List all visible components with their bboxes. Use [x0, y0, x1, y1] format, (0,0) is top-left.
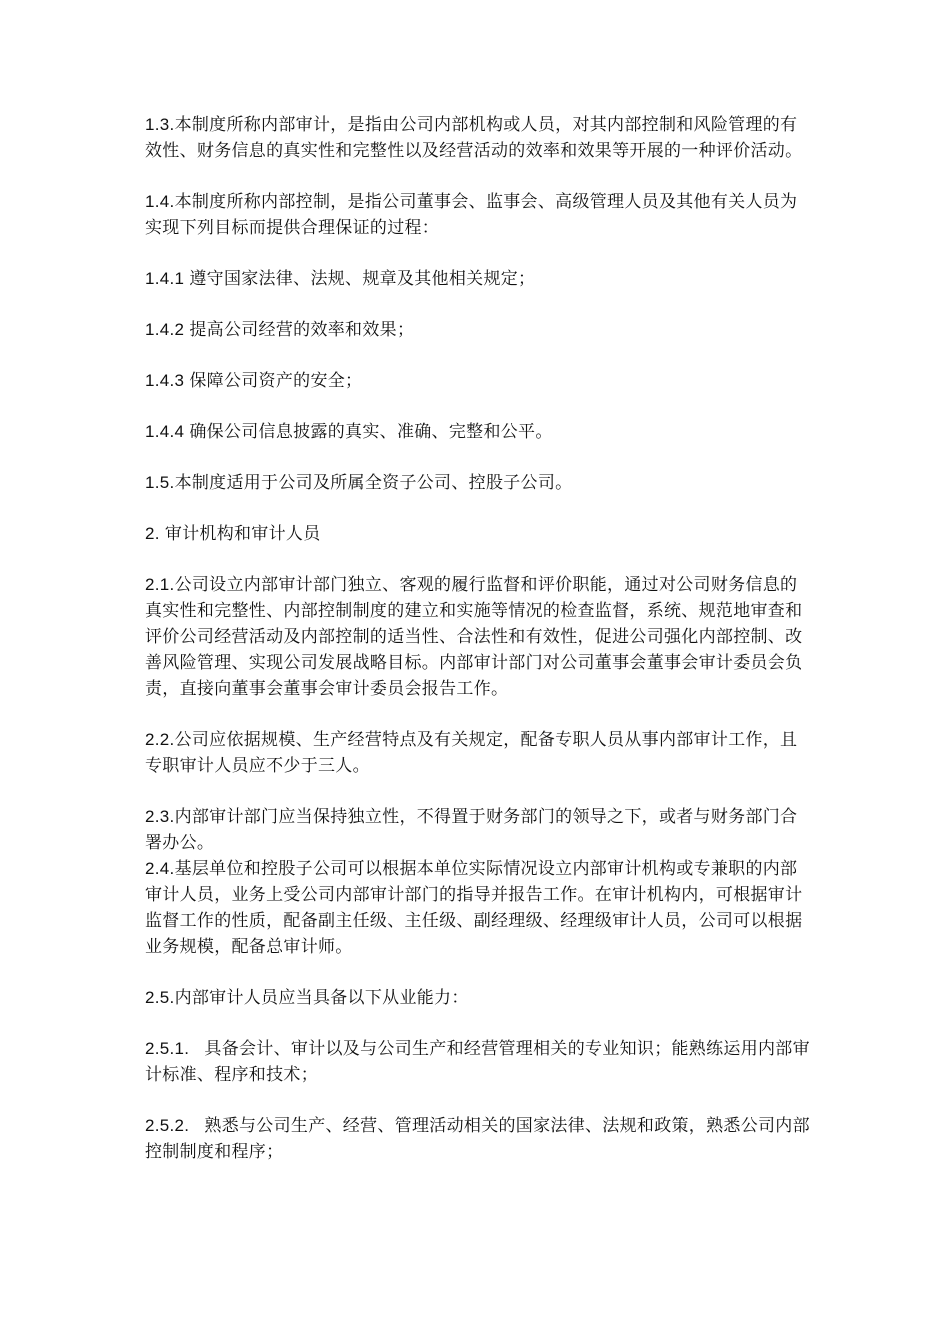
- clause-text: 基层单位和控股子公司可以根据本单位实际情况设立内部审计机构或专兼职的内部审计人员，业务上受公司内部审计部门的指导并报告工作。在审计机构内，可根据审计监督工作的性质，配备副主任级、主任级、副经理级、经理级审计人员，公司可以根据业务规模，配备总审计师。: [145, 859, 803, 957]
- paragraph-2-1: [145, 572, 810, 702]
- clause-text: 公司应依据规模、生产经营特点及有关规定，配备专职人员从事内部审计工作，且专职审计人员应不少于三人。: [145, 730, 798, 776]
- paragraph-2-4: [145, 856, 810, 960]
- section-title: 审计机构和审计人员: [164, 524, 321, 544]
- clause-text: 确保公司信息披露的真实、准确、完整和公平。: [189, 422, 553, 442]
- paragraph-1-4-4: [145, 419, 810, 445]
- paragraph-1-4: [145, 189, 810, 241]
- clause-text: 遵守国家法律、法规、规章及其他相关规定；: [189, 269, 536, 289]
- paragraph-2-5-2: [145, 1113, 810, 1165]
- clause-text: 本制度适用于公司及所属全资子公司、控股子公司。: [174, 473, 573, 493]
- clause-text: 本制度所称内部控制，是指公司董事会、监事会、高级管理人员及其他有关人员为实现下列目标而提供合理保证的过程：: [145, 192, 798, 238]
- clause-number: 1.4.4: [145, 422, 190, 441]
- clause-number: 2.3.: [145, 807, 175, 826]
- document-body: [145, 112, 810, 1190]
- clause-number: 1.4.3: [145, 371, 190, 390]
- clause-text: 具备会计、审计以及与公司生产和经营管理相关的专业知识；能熟练运用内部审计标准、程序和技术；: [145, 1039, 810, 1085]
- paragraph-1-5: [145, 470, 810, 496]
- clause-number: 1.4.1: [145, 269, 190, 288]
- paragraph-1-4-3: [145, 368, 810, 394]
- paragraph-1-4-1: [145, 266, 810, 292]
- paragraph-2-2: [145, 727, 810, 779]
- paragraph-2-5-1: [145, 1036, 810, 1088]
- clause-text: 提高公司经营的效率和效果；: [189, 320, 415, 340]
- clause-number: 1.5.: [145, 473, 175, 492]
- clause-text: 公司设立内部审计部门独立、客观的履行监督和评价职能，通过对公司财务信息的真实性和完整性、内部控制制度的建立和实施等情况的检查监督，系统、规范地审查和评价公司经营活动及内部控制的适当性、合法性和有效性，促进公司强化内部控制、改善风险管理、实现公司发展战略目标。内部审计部门对公司董事会董事会审计委员会负责，直接向董事会董事会审计委员会报告工作。: [145, 575, 803, 699]
- clause-text: 内部审计人员应当具备以下从业能力：: [174, 988, 469, 1008]
- paragraph-1-4-2: [145, 317, 810, 343]
- clause-number: 1.4.2: [145, 320, 190, 339]
- clause-text: 熟悉与公司生产、经营、管理活动相关的国家法律、法规和政策，熟悉公司内部控制制度和程序；: [145, 1116, 810, 1162]
- paragraph-2-5: [145, 985, 810, 1011]
- clause-number: 2.2.: [145, 730, 175, 749]
- clause-number: 2.5.: [145, 988, 175, 1007]
- section-heading-2: [145, 521, 810, 547]
- clause-number: 1.4.: [145, 192, 175, 211]
- clause-text: 保障公司资产的安全；: [189, 371, 363, 391]
- clause-number: 2.1.: [145, 575, 175, 594]
- clause-text: 内部审计部门应当保持独立性，不得置于财务部门的领导之下，或者与财务部门合署办公。: [145, 807, 798, 853]
- paragraph-1-3: [145, 112, 810, 164]
- paragraph-2-3: [145, 804, 810, 856]
- clause-text: 本制度所称内部审计，是指由公司内部机构或人员，对其内部控制和风险管理的有效性、财务信息的真实性和完整性以及经营活动的效率和效果等开展的一种评价活动。: [145, 115, 803, 161]
- clause-number: 2.4.: [145, 859, 175, 878]
- clause-number: 1.3.: [145, 115, 175, 134]
- clause-number: 2.5.1.: [145, 1039, 205, 1058]
- clause-number: 2.5.2.: [145, 1116, 205, 1135]
- section-number: 2.: [145, 524, 165, 543]
